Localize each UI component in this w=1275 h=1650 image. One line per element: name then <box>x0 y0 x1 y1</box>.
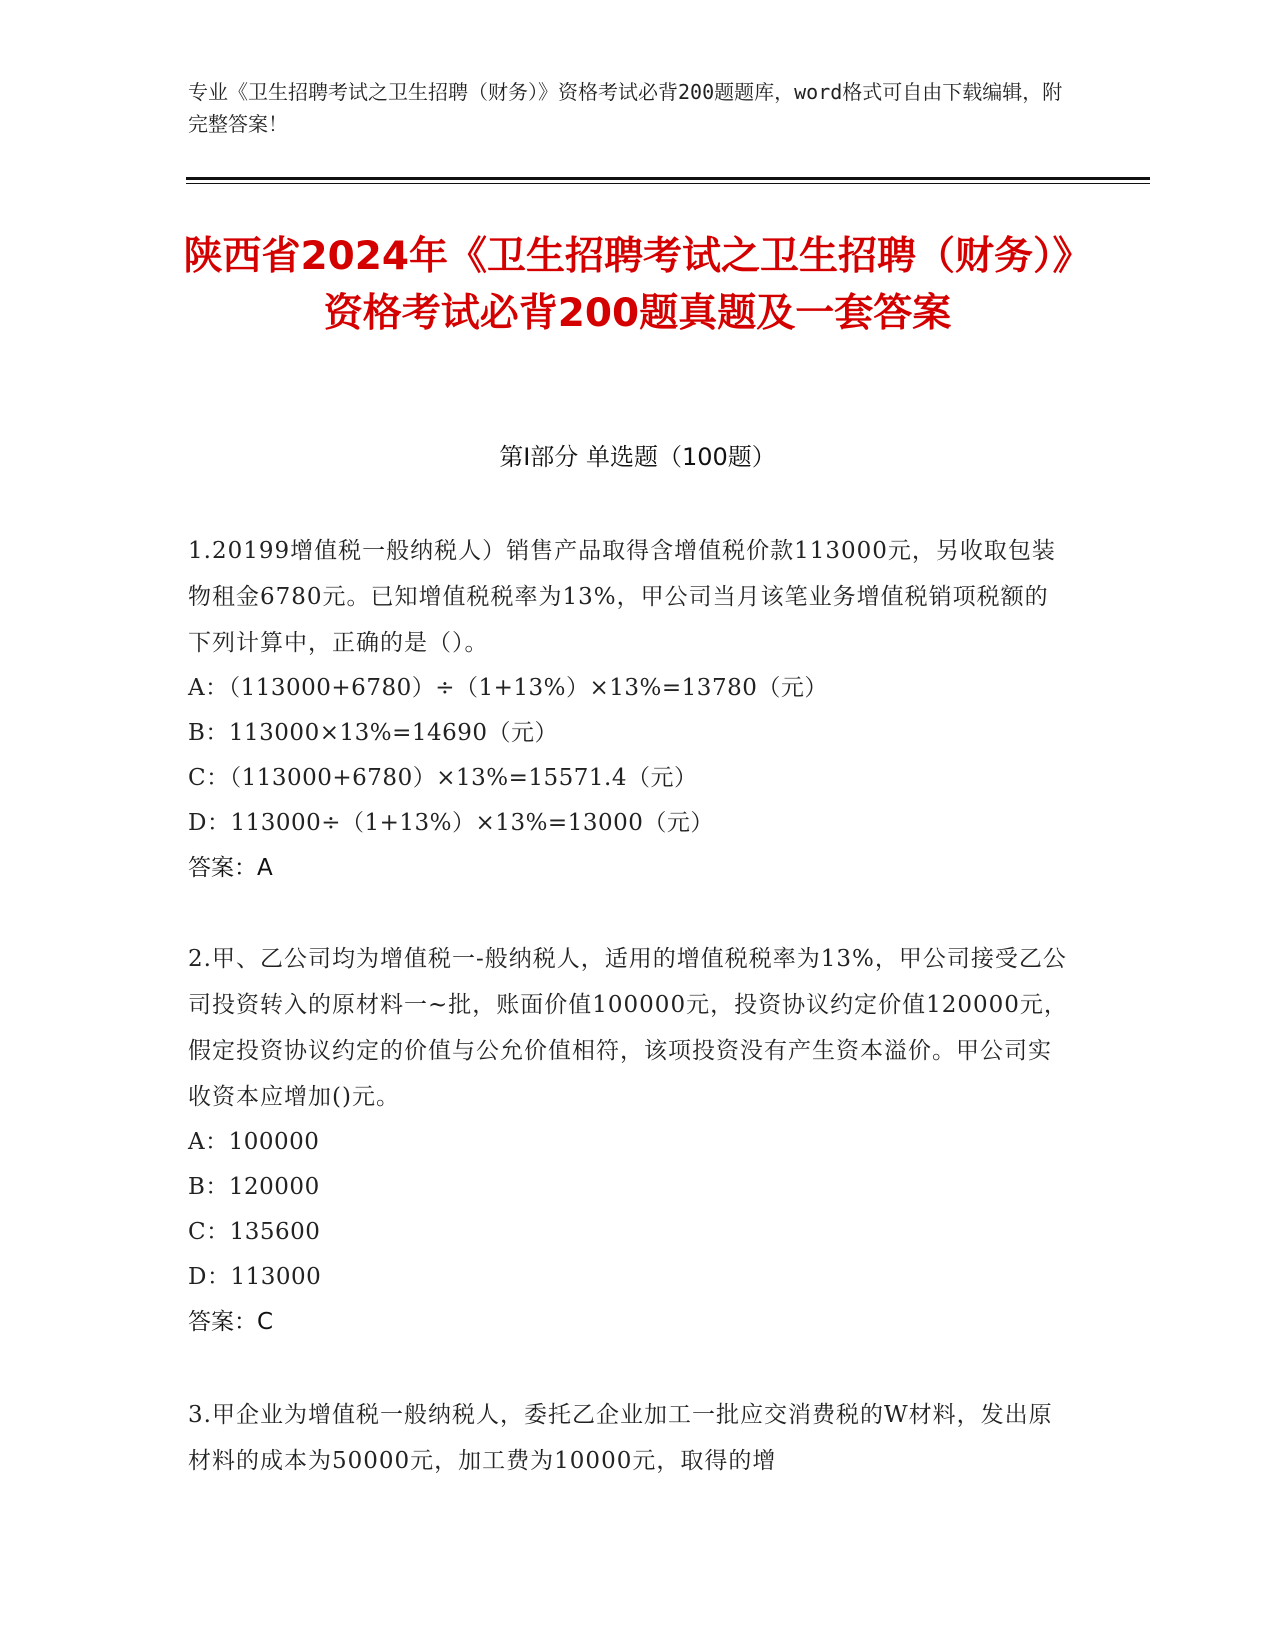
question-stem: 2.甲、乙公司均为增值税一-般纳税人，适用的增值税税率为13%，甲公司接受乙公司投资转入的原材料一~批，账面价值100000元，投资协议约定价值120000元，假定投资协议约定的价值与公允价值相符，该项投资没有产生资本溢价。甲公司实收资本应增加()元。 <box>188 946 1068 1110</box>
header-note: 专业《卫生招聘考试之卫生招聘（财务）》资格考试必背200题题库，word格式可自由下载编辑，附完整答案！ <box>188 80 1063 136</box>
option-c: C：（113000+6780）×13%=15571.4（元） <box>188 765 698 791</box>
question-2 <box>188 936 1068 1345</box>
answer-line: 答案：A <box>188 855 273 881</box>
option-d: D：113000÷（1+13%）×13%=13000（元） <box>188 810 714 836</box>
question-stem: 3.甲企业为增值税一般纳税人，委托乙企业加工一批应交消费税的W材料，发出原材料的成本为50000元，加工费为10000元，取得的增 <box>188 1402 1053 1474</box>
option-a: A：（113000+6780）÷（1+13%）×13%=13780（元） <box>188 675 828 701</box>
section-heading: 第I部分 单选题（100题） <box>499 443 776 471</box>
option-b: B：120000 <box>188 1174 320 1200</box>
header-divider-thin <box>186 183 1150 184</box>
document-title: 陕西省2024年《卫生招聘考试之卫生招聘（财务）》资格考试必背200题真题及一套答案 <box>183 234 1092 336</box>
answer-line: 答案：C <box>188 1309 274 1335</box>
question-1 <box>188 528 1068 891</box>
option-c: C：135600 <box>188 1219 321 1245</box>
header-divider-thick <box>186 177 1150 180</box>
question-stem: 1.20199增值税一般纳税人）销售产品取得含增值税价款113000元，另收取包装物租金6780元。已知增值税税率为13%，甲公司当月该笔业务增值税销项税额的下列计算中，正确的是（）。 <box>188 538 1056 656</box>
option-a: A：100000 <box>188 1129 320 1155</box>
option-d: D：113000 <box>188 1264 322 1290</box>
question-3 <box>188 1392 1068 1484</box>
option-b: B：113000×13%=14690（元） <box>188 720 559 746</box>
